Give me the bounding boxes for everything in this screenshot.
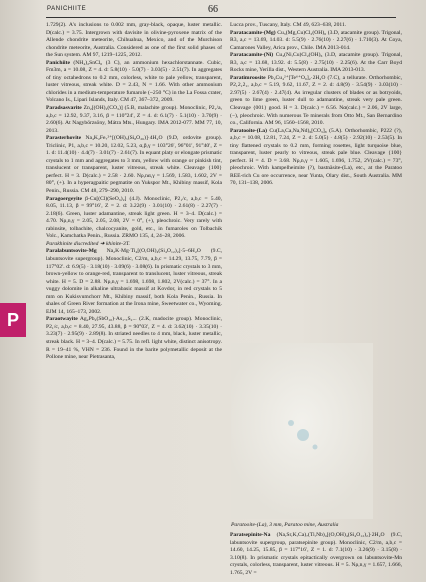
entry-name: Parasterhovite: [46, 135, 82, 142]
entry: [230, 52, 402, 75]
thumb-index-tab: P: [0, 303, 26, 337]
entry-text: (NH₄)₂SnCl₆ (3 C), an ammonium hexachlorstannate. Cubic, Fm3m, a = 10.08, Z = 4. d: 5.8(10) · 5.0(7) · 3.03(5) · 2.51(7). In aggregates of tiny octahedrons to 0.2 mm, colorless, white to pale yellow, transparent, luster vitreous, streak white. D = 2.43, N = 1.66. With other ammonium chlorides in a medium-temperature fumarole (~250 °C) in the La Fossa crater, Volcano Is., Lipari Islands, Italy. CM 47, 367–372, 2009.: [46, 59, 222, 104]
entry-text: Cu(La,Ca,Na,Nd)₆[CO₃]₈ (5.A). Orthorhombic, P222 (?), a,b,c = 10.08, 12.81, 7.24, Z = 2. d: 5.0(5) · 4.8(5) · 2.92(10) · 2.53(5). In tiny flattened crystals to 0.2 mm, forming rosettes, light turquoise blue, transparent, luster pearly to vitreous, streak pale blue. Cleavage {100} perfect. H = 4. D = 3.68. Nρ,n,γ = 1.605, 1.696, 1.752, 2V(calc.) = 73°, pleochroic. With kampelheimite (?), bastnäsite-(La), etc., at the Paratoo REE-rich Cu ore occurrence, near Yunta, Olary dist., South Australia. MM 70, 131–138, 2006.: [230, 127, 403, 187]
entry-text: Na₂K·Mg·Ti₄[(O,OH)₄(Si₄O₁₂)₂]·5–6H₂O (9.C, labuntsovite supergroup). Monoclinic, C2/m, a,b,c = 14.29, 13.75, 7.79, β = 117°02′. d: 6.9(5) · 3.18(10) · 3.09(6) · 3.08(6). In prismatic crystals to 3 mm, brown-yellow to orange-red, transparent to translucent, luster vitreous, streak white. H = 5. D = 2.88. Nρ,n,γ = 1.698, 1.698, 1.802, 2V(calc.) = 37°. In a vuggy dolomite in alkaline ultrabasic massif at Kovdor, in red crystals to 5 mm on Kukisvumchorr Mt., Khibiny massif, both Kola Penin., Russia. In shales of Green River formation at the Irona mine, Sweetwater co., Wyoming. EJM 14, 165–173, 2002.: [46, 248, 222, 315]
entry-name: Paradsasvarite: [46, 105, 82, 112]
entry-text: Pb₂Cu₄²⁺[Te⁶⁺O₆]₂·2H₂O (7.C), a tellurate. Orthorhombic, P2₁2₁2₁, a,b,c = 5.19, 9.62, 11.67, Z = 2. d: 4.8(9) · 3.54(9) · 3.03(10) · 2.97(5) · 2.67(4) · 2.47(4). As irregular clusters of blades or as botryoids, green to lime green, luster dull to adamantine, streak very pale green. Cleavage {001} good. H = 3. D(calc.) = 6.56. Nα(calc.) = 2.06, 2V large, (−), pleochroic. With numerous Te minerals from Otto Mt., San Bernardino co., California. AM 96, 1560–1568, 2010.: [230, 74, 402, 127]
entry: [46, 316, 222, 361]
right-column-bottom: [230, 532, 402, 577]
left-column: [46, 22, 222, 362]
entry: [46, 22, 222, 60]
entry-name: Paralabuntsovite-Mg: [46, 248, 97, 255]
entry: [46, 196, 222, 241]
entry-text: Ag₂Pb₂(SbO₁₀)·As₁.₅S₂... (2.K, madocite group). Monoclinic, P2₁/c, a,b,c = 8.40, 27.95, 43.88, β = 90°03′, Z = 4. d: 3.62(10) · 3.35(10) · 3.23(7) · 2.95(9) · 2.89(8). In striated needles to 4 mm, black, luster metallic, streak black. H = 3–4. D(calc.) = 5.75. In refl. light white, distinct anisotropy. R = 19–41 %, VHN = 236. Found in the barite polymetallic deposit at the Pollone mine, near Pietrasanta,: [46, 316, 222, 361]
page-number: 66: [208, 4, 218, 15]
mineral-photo: [231, 343, 373, 519]
entry-name: Paratacamite-(Mg): [230, 29, 276, 36]
entry-text: Na₄K₂Fe₇²⁺[(OH)₃(Si₈O₂₆)]·4H₂O (9.D, ordovite group). Triclinic, P1, a,b,c = 10.20, 12.02, 5.23, α,β,γ = 103°26′, 96°01′, 91°40′, Z = 1. d: 11.4(10) · 4.4(7) · 3.01(7) · 2.61(7). In equant platy or elongate prismatic crystals to 1 mm and aggregates to 3 mm, yellow with orange or pinkish tint, translucent or transparent, luster vitreous, streak white. Cleavage {100} perfect. H = 3. D(calc.) = 2.58 · 2.60. Nρ,nα,γ = 1.569, 1.583, 1.602, 2V = 80°, (+). In a hyperagpaitic pegmatite on Yukspor Mt., Khibiny massif, Kola Penin., Russia. CM 48, 279–290, 2010.: [46, 135, 222, 195]
figure-caption: Paratooite-(La), 3 mm, Paratoo mine, Australia: [231, 522, 339, 528]
entry-text: Zn₂[(OH)₂(CO₃)] (5.B, malachite group). Monoclinic, P2₁/a, a,b,c = 12.92, 9.37, 3.16, β = 110°24′, Z = 4. d: 6.1(7) · 5.1(10) · 3.70(9) · 2.60(6). At Nagybörzsöny, Mátra Mts., Hungary. IMA 2012-077. MM 77, 10, 2013.: [46, 105, 222, 134]
right-column: [230, 22, 402, 188]
entry-text: β-Cu[(Cl)(SeO₃)₂] (4.J). Monoclinic, P2₁/c, a,b,c = 5.40, 8.05, 11.13, β = 99°16′, Z = 2. d: 3.22(9) · 3.01(10) · 2.61(8) · 2.27(7) · 2.18(6). Green, luster adamantine, streak light green. H = 3–4. D(calc.) = 4.70. Nρ,n,γ = 2.05, 2.05, 2.08, 2V = 0°, (+), pleochroic. Very rarely with rabinsite, tolbachite, chalcocyanite, gold, etc., in fumaroles on Tolbachik Volc., Kamchatka Penin., Russia. ZRMO 135, 4, 24–28, 2006.: [46, 195, 222, 240]
entry: [46, 60, 222, 105]
entry-name: Paragoergeyite: [46, 195, 83, 202]
entry-name: Paratooite-(La): [230, 127, 267, 134]
page-header: [0, 4, 426, 18]
entry: [230, 128, 402, 188]
entry-name: Panichiite: [46, 59, 70, 66]
entry: [230, 532, 402, 577]
entry-name: Paratsepinite-Na: [230, 532, 271, 538]
entry-text: Lucca prov., Tuscany, Italy. CM 49, 623–638, 2011.: [230, 22, 347, 28]
entry-name: Paraotwayite: [46, 316, 78, 323]
entry: [46, 248, 222, 316]
entry-text: Cu₃(Mg,Cu)Cl₂(OH)₆ (3.D, atacamite group). Trigonal, R3, a,c = 13.69, 14.03. d: 5.5(9) · 2.76(10) · 2.27(6) · 1.710(3). At Coya, Camarones Valley, Arica prov., Chile. IMA 2013-014.: [230, 29, 402, 51]
entry-name: Paratimroosite: [230, 74, 266, 81]
entry: [46, 105, 222, 135]
running-head: PANICHIITE: [47, 6, 87, 12]
entry-name: Paratacamite-(Ni): [230, 52, 274, 59]
entry: [230, 75, 402, 128]
entry-text: Cu₃(Ni,Cu)Cl₂(OH)₆ (3.D, atacamite group). Trigonal, R3, a,c = 13.68, 13.92. d: 5.5(8) · 2.75(10) · 2.25(6). At the Carr Boyd Rocks mine, Yerilla dist., Western Australia. IMA 2013-013.: [230, 52, 402, 74]
mineral-photo-graphic: [231, 343, 373, 519]
entry: [46, 135, 222, 195]
entry-text: 1.729(2). A's inclusions to 0.002 mm, gray-black, opaque, luster metallic. D(calc.) = 3.75. Intergrown with davisite in olivine-pyroxene matrix of the Allende chondrite meteorite, Chihuahua, Mexico, and of the Murchison chondrite meteorite, Australia. Considered as one of the first solid phases of the Sun system. AM 97, 1219–1225, 2012.: [46, 22, 222, 59]
entry-text: (Na,Sr,K,Ca)₇(Ti,Nb)₄[(O,OH)₄(Si₄O₁₂)₂]·2H₂O (9.C, labuntsovite supergroup, paratsepinite group). Monoclinic, C2/m, a,b,c = 14.60, 14.25, 15.85, β = 117°16′, Z = 1. d: 7.1(10) · 3.26(9) · 3.15(8) · 3.10(8). In prismatic crystals epitactically overgrown on labuntsovite-Mn crystals, colorless, transparent, luster vitreous. H = 5. Nρ,n,γ = 1.657, 1.666, 1.765, 2V =: [230, 532, 402, 576]
entry: [230, 22, 402, 30]
entry: [230, 30, 402, 53]
header-rule: [46, 17, 396, 18]
entry-text: Parakhinite discredited ➜ khinite-3T.: [46, 240, 130, 247]
